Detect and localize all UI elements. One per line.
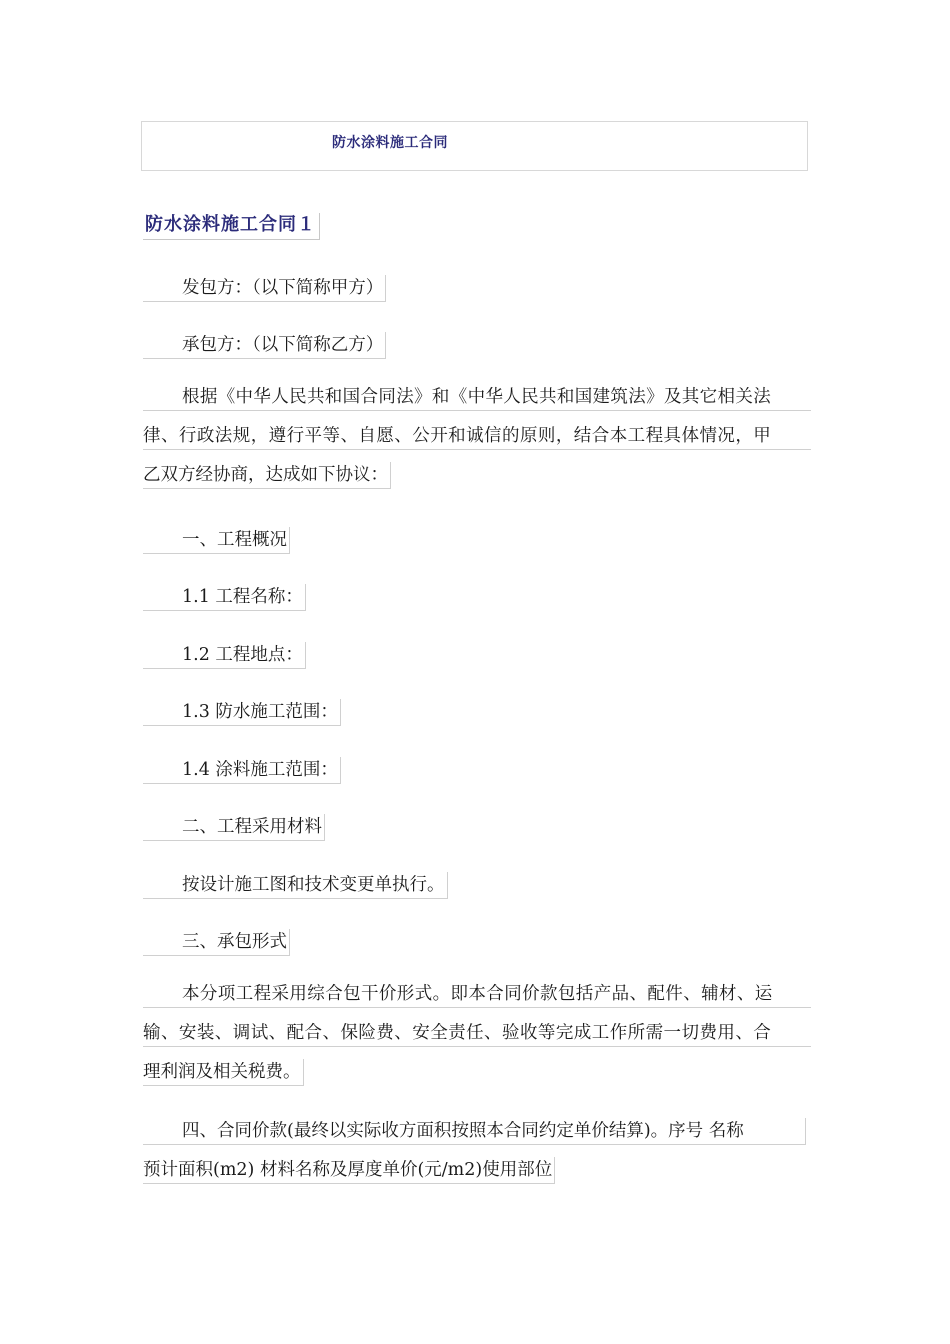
section-3-line-3 xyxy=(143,1059,304,1086)
section-1-heading xyxy=(143,521,813,559)
party-a-text: 发包方：（以下简称甲方） xyxy=(182,278,384,298)
section-4-line-2 xyxy=(143,1157,555,1184)
section-3-line-2 xyxy=(143,1020,811,1047)
basis-line-1-text: 根据《中华人民共和国合同法》和《中华人民共和国建筑法》及其它相关法 xyxy=(182,387,772,407)
item-1-1-line xyxy=(143,584,306,611)
basis-line-3-text: 乙双方经协商，达成如下协议： xyxy=(143,465,388,485)
header-title: 防水涂料施工合同 xyxy=(332,135,448,151)
section-2-heading xyxy=(143,808,813,846)
item-1-4-line xyxy=(143,757,341,784)
item-1-2 xyxy=(143,636,813,674)
section-3-line-1 xyxy=(143,981,811,1008)
section-2-body-text: 按设计施工图和技术变更单执行。 xyxy=(182,875,445,895)
item-1-1-text: 1.1 工程名称： xyxy=(182,587,303,607)
party-b-text: 承包方：（以下简称乙方） xyxy=(182,335,384,355)
basis-line-3 xyxy=(143,462,391,489)
item-1-3-line xyxy=(143,699,341,726)
section-4 xyxy=(143,1118,813,1196)
basis-paragraph xyxy=(143,384,813,501)
section-3-line-1-text: 本分项工程采用综合包干价形式。即本合同价款包括产品、配件、辅材、运 xyxy=(182,984,773,1004)
section-3-body xyxy=(143,981,813,1098)
section-3-heading-text: 三、承包形式 xyxy=(182,932,287,952)
basis-line-2-text: 律、行政法规，遵行平等、自愿、公开和诚信的原则，结合本工程具体情况，甲 xyxy=(143,426,772,446)
section-1-heading-text: 一、工程概况 xyxy=(182,530,287,550)
item-1-2-text: 1.2 工程地点： xyxy=(182,645,303,665)
party-b-paragraph xyxy=(143,326,813,364)
section-3-line-2-text: 输、安装、调试、配合、保险费、安全责任、验收等完成工作所需一切费用、合 xyxy=(143,1023,772,1043)
section-title: 防水涂料施工合同１ xyxy=(143,213,320,240)
section-1-heading-line xyxy=(143,527,290,554)
section-3-heading xyxy=(143,923,813,961)
item-1-2-line xyxy=(143,642,306,669)
section-3-line-3-text: 理利润及相关税费。 xyxy=(143,1062,301,1082)
party-a-line xyxy=(143,275,386,302)
party-b-line xyxy=(143,332,386,359)
document-header-box xyxy=(141,121,808,171)
section-2-heading-line xyxy=(143,814,325,841)
section-2-body-line xyxy=(143,872,448,899)
basis-line-2 xyxy=(143,423,811,450)
section-4-line-1 xyxy=(143,1118,806,1145)
party-a-paragraph xyxy=(143,269,813,307)
item-1-1 xyxy=(143,578,813,616)
section-4-line-1-text: 四、合同价款(最终以实际收方面积按照本合同约定单价结算)。序号 名称 xyxy=(182,1121,744,1141)
item-1-4-text: 1.4 涂料施工范围： xyxy=(182,760,338,780)
item-1-3 xyxy=(143,693,813,731)
section-2-heading-text: 二、工程采用材料 xyxy=(182,817,322,837)
section-2-body xyxy=(143,866,813,904)
section-3-heading-line xyxy=(143,929,290,956)
item-1-4 xyxy=(143,751,813,789)
section-4-line-2-text: 预计面积(m2) 材料名称及厚度单价(元/m2)使用部位 xyxy=(143,1160,553,1180)
basis-line-1 xyxy=(143,384,811,411)
item-1-3-text: 1.3 防水施工范围： xyxy=(182,702,338,722)
